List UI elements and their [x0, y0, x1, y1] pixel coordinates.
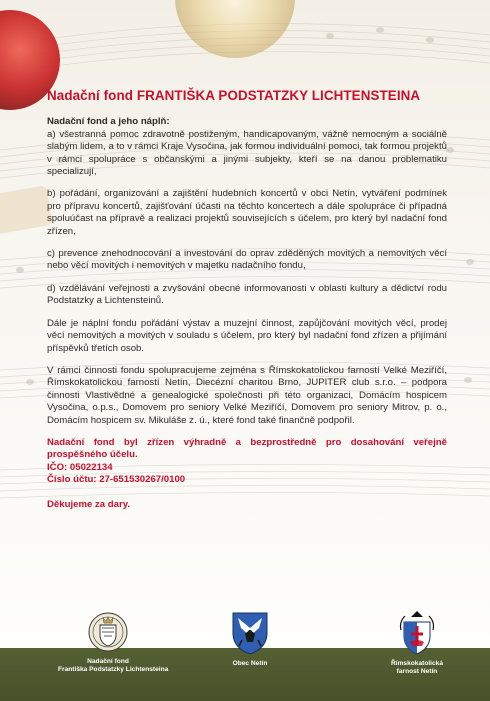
parish-coat-of-arms-icon — [397, 610, 437, 656]
paragraph-a: a) všestranná pomoc zdravotně postiženým, handicapovaným, vážně nemocným a sociálně slabým lidem, a to v rámci Kraje Vysočina, jak formou individuální pomoci, tak formou projektů v rámci spolupráce s občanskými a jinými subjekty, kteří se na danou problematiku specializují, — [47, 128, 447, 178]
ico-number: IČO: 05022134 — [47, 461, 113, 473]
foundation-logo-line2: Františka Podstatzky Lichtensteina — [58, 665, 169, 673]
foundation-details — [47, 437, 447, 487]
foundation-logo — [58, 610, 169, 673]
parish-logo — [377, 610, 457, 675]
bank-account: Číslo účtu: 27-651530267/0100 — [47, 474, 186, 486]
section-heading: Nadační fond a jeho náplň: — [47, 116, 170, 128]
paragraph-d: d) vzdělávání veřejnosti a zvyšování obecné informovanosti v oblasti kultury a dědictví rodu Podstatzky a Lichtensteinů. — [47, 282, 447, 307]
netin-coat-of-arms-icon — [230, 610, 270, 656]
thanks-note: Děkujeme za dary. — [47, 498, 131, 510]
foundation-logo-line1: Nadační fond — [87, 658, 129, 665]
page-title: Nadační fond FRANTIŠKA PODSTATZKY LICHTENSTEINA — [47, 88, 421, 103]
document-body — [47, 90, 447, 511]
parish-logo-line1: Římskokatolická — [390, 660, 444, 667]
paragraph-cooperation: V rámci činnosti fondu spolupracujeme zejména s Římskokatolickou farností Velké Meziříčí, Římskokatolickou farností Netín, Diecézní charitou Brno, JUPITER club s.r.o. – podpora činnosti Vlastivědné a genealogické společnosti při této organizaci, Domácím hospicem Vysočina, o.p.s., Domovem pro seniory Velké Meziříčí, Domovem pro seniory Mitrov, p. o., Domácím hospicem sv. Mikuláše z. ú., které fond také finančně podpořil. — [47, 364, 447, 426]
paragraph-c: c) prevence znehodnocování a investování do oprav zděděných movitých a nemovitých věcí nebo věcí movitých i nemovitých v majetku nadačního fondu, — [47, 248, 447, 272]
netin-logo — [215, 610, 285, 668]
paragraph-activities: Dále je náplní fondu pořádání výstav a muzejní činnost, zapůjčování movitých věcí, prodej věcí nemovitých a movitých v souladu s účelem, pro který byl nadační fond zřízen a přijímání příspěvků třetích osob. — [47, 317, 447, 354]
paragraph-b: b) pořádání, organizování a zajištění hudebních koncertů v obci Netín, vytváření podmínek pro přípravu koncertů, zajišťování účasti na těchto koncertech a dále spolupráce či případná spoluúčast na přípravě a realizaci projektů souvisejících s účelem, pro který byl nadační fond zřízen, — [47, 188, 447, 237]
foundation-crest-icon — [88, 610, 128, 654]
netin-logo-label: Obec Netín — [232, 660, 268, 667]
purpose-statement: Nadační fond byl zřízen výhradně a bezprostředně pro dosahování veřejně prospěšného účelu. — [47, 436, 447, 461]
parish-logo-line2: farnost Netín — [396, 667, 438, 675]
